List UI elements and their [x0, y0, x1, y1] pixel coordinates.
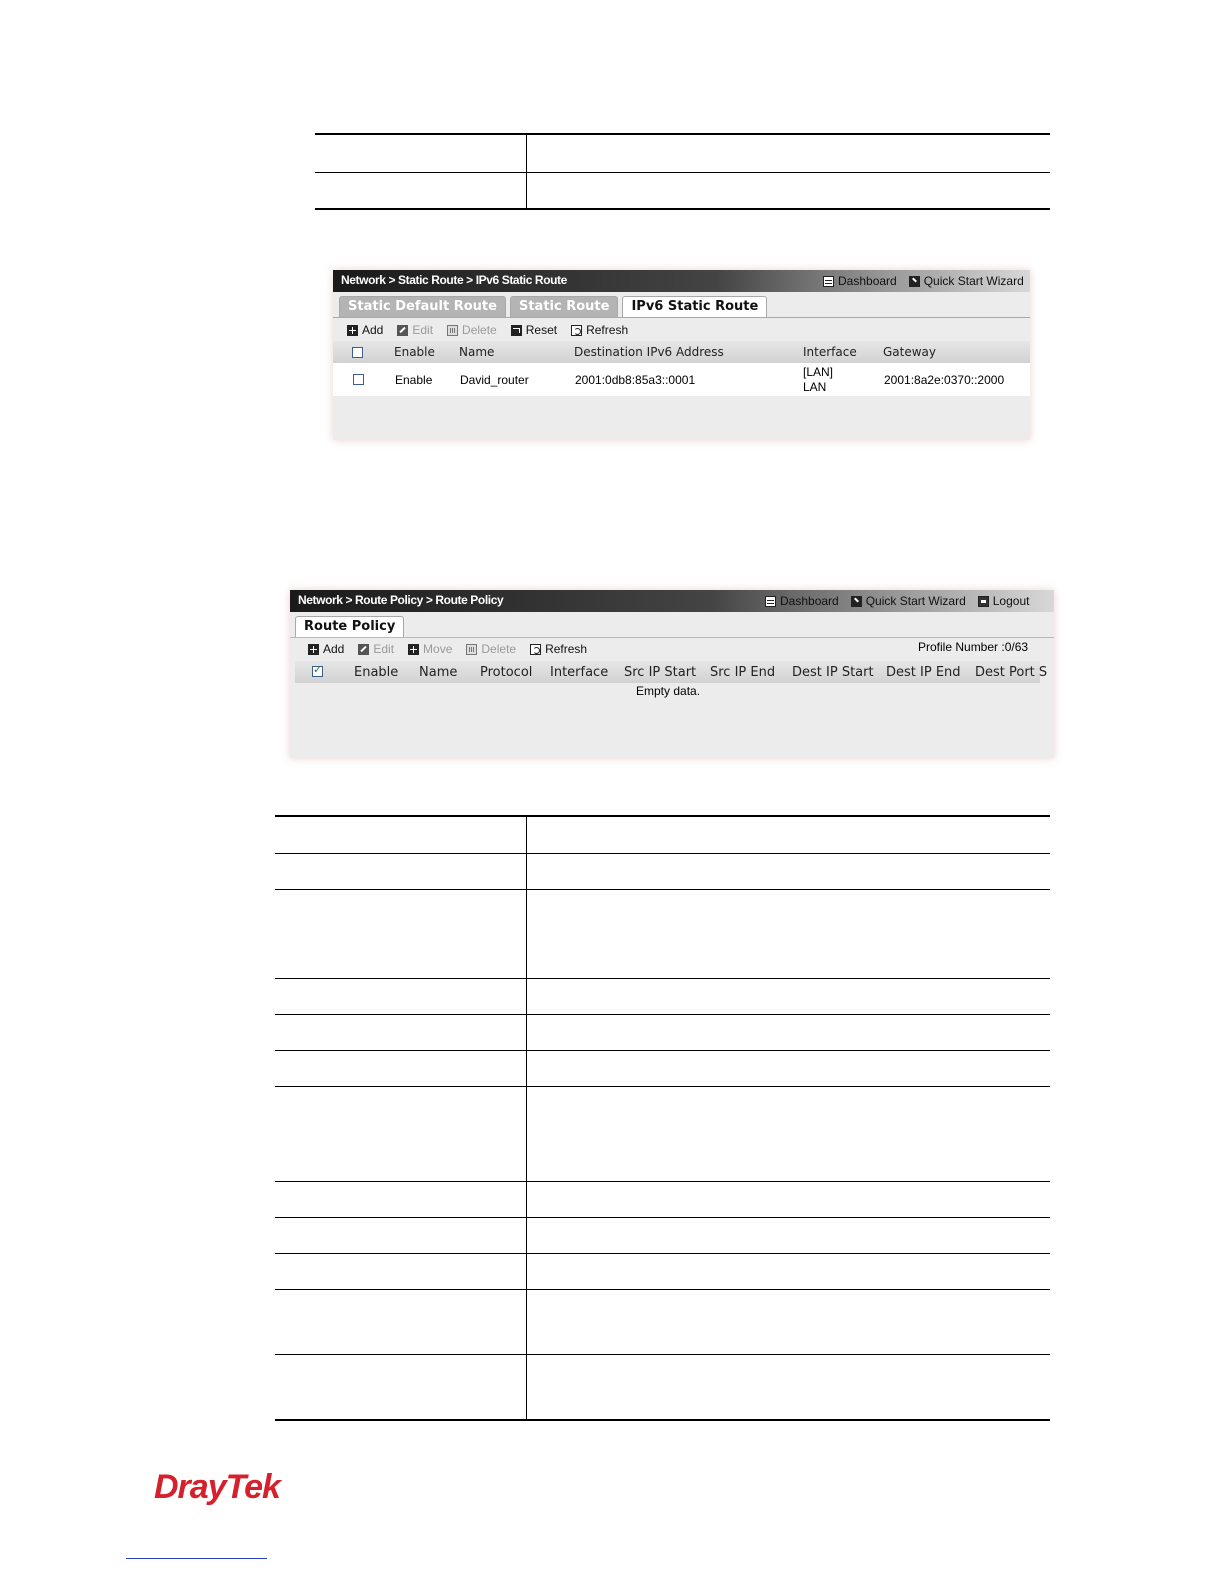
row-destination: 2001:0db8:85a3::0001: [575, 373, 696, 387]
edit-icon: [397, 325, 408, 336]
wizard-icon: [909, 276, 920, 287]
trash-icon: [466, 644, 477, 655]
title-bar: [333, 270, 1030, 292]
col-src-ip-start: Src IP Start: [624, 665, 697, 680]
col-name: Name: [459, 345, 495, 359]
col-protocol: Protocol: [480, 665, 533, 680]
wizard-icon: [851, 596, 862, 607]
col-name: Name: [419, 665, 458, 680]
dashboard-link[interactable]: Dashboard: [765, 594, 839, 608]
dashboard-icon: [823, 276, 834, 287]
tab-static-default-route[interactable]: Static Default Route: [339, 296, 506, 317]
logout-icon: [978, 596, 989, 607]
col-enable: Enable: [394, 345, 435, 359]
quick-start-wizard-link[interactable]: Quick Start Wizard: [909, 274, 1024, 288]
title-bar: [290, 590, 1054, 612]
breadcrumb: Network > Route Policy > Route Policy: [298, 593, 504, 607]
tab-static-route[interactable]: Static Route: [510, 296, 618, 317]
edit-icon: [358, 644, 369, 655]
top-description-table: [315, 133, 1050, 210]
col-enable: Enable: [354, 665, 399, 680]
empty-data-text: Empty data.: [636, 684, 701, 698]
reset-button[interactable]: Reset: [511, 323, 557, 337]
dashboard-link[interactable]: Dashboard: [823, 274, 897, 288]
reset-icon: [511, 325, 522, 336]
row-interface-line2: LAN: [803, 380, 827, 394]
edit-button[interactable]: Edit: [358, 642, 394, 656]
row-name: David_router: [460, 373, 529, 387]
breadcrumb: Network > Static Route > IPv6 Static Route: [341, 273, 567, 287]
tab-ipv6-static-route[interactable]: IPv6 Static Route: [622, 296, 767, 317]
row-gateway: 2001:8a2e:0370::2000: [884, 373, 1005, 387]
route-policy-description-table: [275, 815, 1050, 1421]
tab-route-policy[interactable]: Route Policy: [295, 616, 404, 637]
col-interface: Interface: [803, 345, 857, 359]
footer-divider: [126, 1558, 267, 1559]
row-interface-line1: [LAN]: [803, 365, 834, 379]
edit-button[interactable]: Edit: [397, 323, 433, 337]
col-src-ip-end: Src IP End: [710, 665, 776, 680]
delete-button[interactable]: Delete: [447, 323, 497, 337]
delete-button[interactable]: Delete: [466, 642, 516, 656]
profile-number: Profile Number :0/63: [918, 640, 1029, 654]
route-policy-panel: [290, 590, 1054, 758]
col-destination: Destination IPv6 Address: [574, 345, 724, 359]
add-icon: [347, 325, 358, 336]
select-all-checkbox[interactable]: [352, 347, 363, 358]
refresh-button[interactable]: Refresh: [530, 642, 587, 656]
trash-icon: [447, 325, 458, 336]
refresh-icon: [530, 644, 541, 655]
draytek-logo: DrayTek: [154, 1468, 280, 1506]
move-icon: [408, 644, 419, 655]
dashboard-icon: [765, 596, 776, 607]
col-gateway: Gateway: [883, 345, 937, 359]
add-icon: [308, 644, 319, 655]
refresh-icon: [571, 325, 582, 336]
ipv6-static-route-panel: [333, 270, 1030, 440]
logout-link[interactable]: Logout: [978, 594, 1030, 608]
add-button[interactable]: Add: [347, 323, 383, 337]
col-dest-port-start: Dest Port S: [975, 665, 1048, 680]
add-button[interactable]: Add: [308, 642, 344, 656]
refresh-button[interactable]: Refresh: [571, 323, 628, 337]
row-checkbox[interactable]: [353, 374, 364, 385]
row-enable: Enable: [395, 373, 433, 387]
col-dest-ip-end: Dest IP End: [886, 665, 961, 680]
select-all-checkbox[interactable]: [312, 666, 323, 677]
table-header: [333, 341, 1030, 363]
col-dest-ip-start: Dest IP Start: [792, 665, 874, 680]
col-interface: Interface: [550, 665, 609, 680]
table-row[interactable]: [333, 363, 1030, 396]
move-button[interactable]: Move: [408, 642, 452, 656]
quick-start-wizard-link[interactable]: Quick Start Wizard: [851, 594, 966, 608]
table-header: [295, 661, 1048, 683]
